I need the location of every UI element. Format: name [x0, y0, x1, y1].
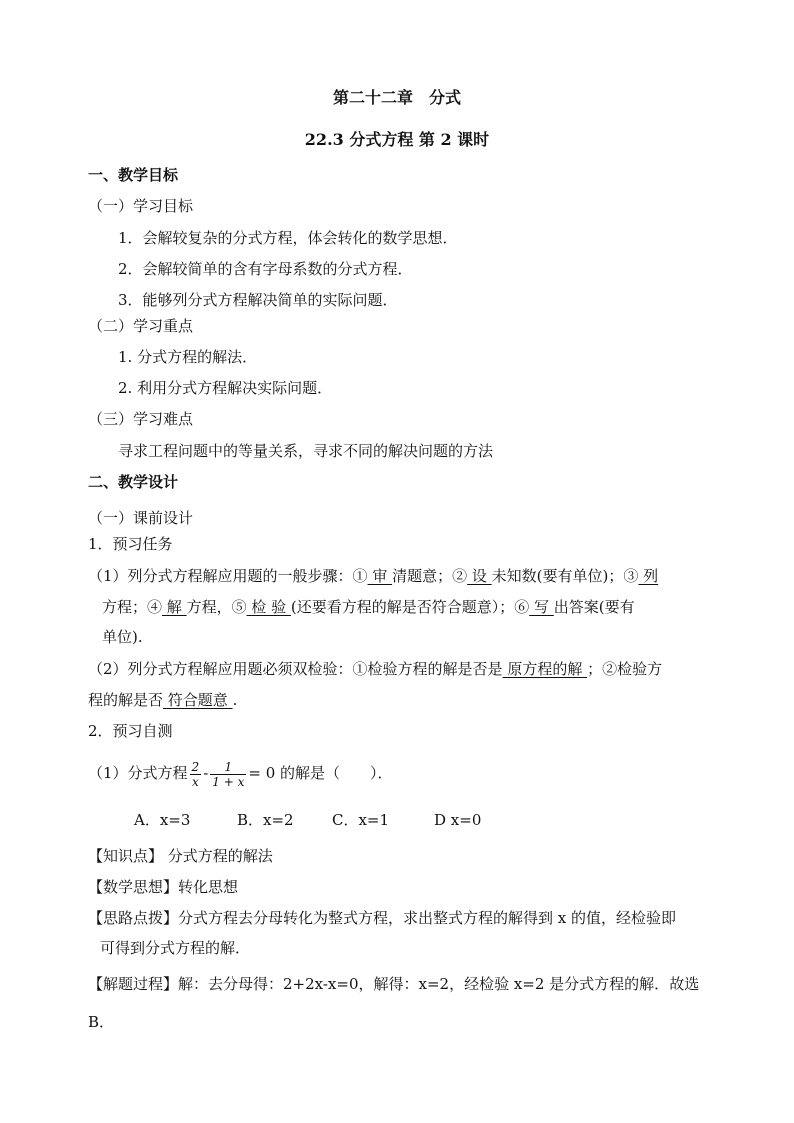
subheading-difficulties: （三）学习难点	[88, 410, 194, 428]
minus-sign: -	[203, 764, 209, 782]
check-text: ；②检验方	[587, 660, 663, 678]
goal-item: 3．能够列分式方程解决简单的实际问题．	[118, 291, 398, 309]
solution-tag: 【解题过程】	[88, 975, 179, 993]
check-line-2	[88, 690, 237, 710]
question-1	[88, 753, 393, 793]
check-text: .	[232, 691, 238, 709]
option-d: D x=0	[434, 811, 482, 829]
solution-line-1	[88, 974, 699, 994]
question-suffix: = 0 的解是（ ）．	[248, 764, 393, 782]
thinking-tag: 【数学思想】	[88, 878, 179, 896]
hint-line-2: 可得到分式方程的解．	[100, 939, 251, 957]
knowledge-point	[88, 846, 273, 866]
option-a: A．x=3	[134, 811, 191, 829]
option-c: C．x=1	[332, 811, 390, 829]
answer-blank: 检 验	[246, 598, 291, 616]
answer-blank: 审	[367, 567, 393, 585]
answer-blank: 解	[162, 598, 187, 616]
answer-blank: 写	[529, 598, 554, 616]
steps-line-3: 单位).	[102, 628, 143, 646]
goal-item: 1．会解较复杂的分式方程，体会转化的数学思想．	[118, 229, 458, 247]
fraction-denominator: 1 + x	[212, 774, 245, 789]
steps-text: 清题意；②	[392, 567, 468, 585]
key-point-item: 1. 分式方程的解法．	[118, 348, 258, 366]
steps-text: (还要看方程的解是否符合题意）；⑥	[290, 598, 530, 616]
preview-task-label: 1．预习任务	[88, 535, 173, 553]
steps-text: 出答案(要有	[553, 598, 635, 616]
solution-line-2: B．	[88, 1013, 115, 1031]
math-thinking	[88, 877, 238, 897]
check-line-1	[88, 659, 662, 679]
option-b: B．x=2	[237, 811, 294, 829]
steps-text: 方程；④	[102, 598, 163, 616]
steps-line-2	[102, 597, 635, 617]
self-test-label: 2．预习自测	[88, 722, 173, 740]
hint-tag: 【思路点拨】	[88, 909, 179, 927]
check-text: （2）列分式方程解应用题必须双检验：①检验方程的解是否是	[88, 660, 503, 678]
key-point-item: 2. 利用分式方程解决实际问题．	[118, 379, 333, 397]
section-heading-goals: 一、教学目标	[88, 166, 179, 184]
answer-blank: 设	[467, 567, 492, 585]
chapter-title: 第二十二章 分式	[332, 88, 461, 107]
steps-text: （1）列分式方程解应用题的一般步骤：①	[88, 567, 368, 585]
fraction-numerator: 2	[191, 759, 200, 774]
solution-text: 解：去分母得：2+2x-x=0，解得：x=2，经检验 x=2 是分式方程的解．故选	[178, 975, 700, 993]
lesson-title: 22.3 分式方程 第 2 课时	[304, 130, 490, 149]
difficulty-text: 寻求工程问题中的等量关系，寻求不同的解决问题的方法	[118, 442, 494, 460]
steps-text: 未知数(要有单位)；③	[491, 567, 639, 585]
answer-blank: 列	[638, 567, 659, 585]
knowledge-text: 分式方程的解法	[163, 847, 273, 865]
question-prefix: （1）分式方程	[88, 764, 188, 782]
subheading-key-points: （二）学习重点	[88, 317, 194, 335]
thinking-text: 转化思想	[178, 878, 239, 896]
check-text: 程的解是否	[88, 691, 164, 709]
knowledge-tag: 【知识点】	[88, 847, 164, 865]
goal-item: 2．会解较简单的含有字母系数的分式方程．	[118, 260, 413, 278]
hint-line-1	[88, 908, 676, 928]
hint-text: 分式方程去分母转化为整式方程，求出整式方程的解得到 x 的值，经检验即	[178, 909, 677, 927]
steps-text: 方程，⑤	[186, 598, 247, 616]
answer-blank: 符合题意	[163, 691, 233, 709]
fraction-2-over-x	[190, 760, 202, 789]
fraction-1-over-1-plus-x	[210, 760, 246, 789]
subheading-pre-class: （一）课前设计	[88, 509, 194, 527]
steps-line-1	[88, 566, 658, 586]
section-heading-design: 二、教学设计	[88, 473, 179, 491]
fraction-numerator: 1	[210, 760, 246, 775]
fraction-denominator: x	[191, 774, 199, 789]
answer-blank: 原方程的解	[502, 660, 588, 678]
subheading-learning-goals: （一）学习目标	[88, 197, 194, 215]
